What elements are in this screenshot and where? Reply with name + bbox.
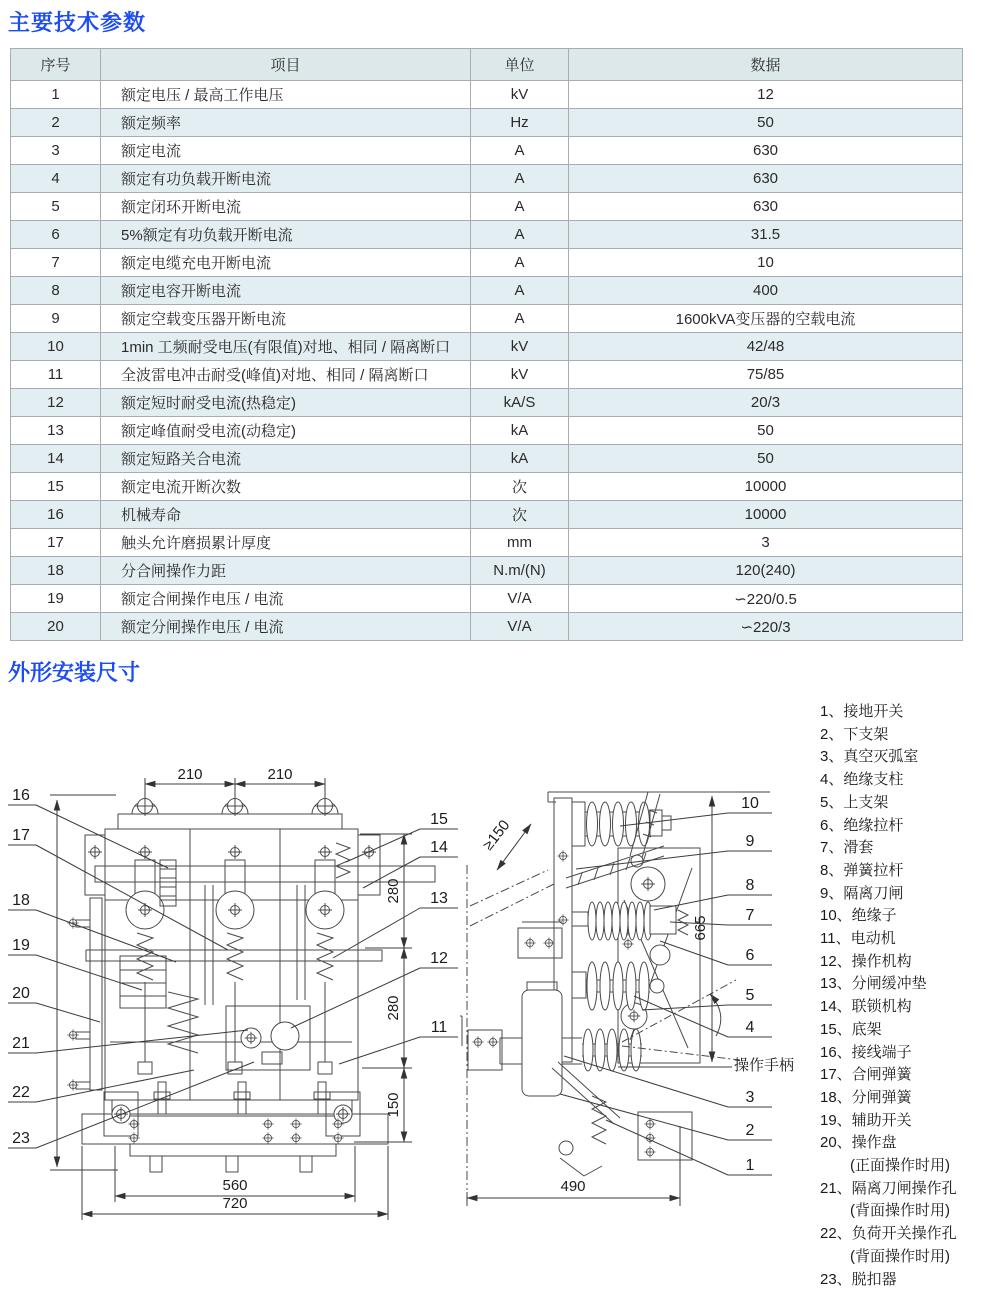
- callout-number: 13: [430, 890, 448, 907]
- callout-number: 18: [12, 892, 30, 909]
- legend-item-text: 10、绝缘子: [820, 907, 897, 925]
- table-row: [11, 109, 963, 137]
- legend-item-note: (背面操作时用): [850, 1202, 950, 1220]
- section-title-parameters: 主要技术参数: [8, 10, 147, 35]
- row-unit: A: [471, 249, 569, 277]
- legend-item-text: 18、分闸弹簧: [820, 1088, 912, 1106]
- legend-item-text: 15、底架: [820, 1020, 882, 1038]
- row-no: 18: [11, 557, 101, 585]
- legend-item-text: 2、下支架: [820, 725, 889, 743]
- table-row: [11, 221, 963, 249]
- callout-number: 1: [745, 1157, 755, 1174]
- callout-number: 10: [741, 795, 759, 812]
- row-item: 额定短路关合电流: [101, 445, 471, 473]
- handle-label: 操作手柄: [734, 1057, 795, 1074]
- callout-number: 21: [12, 1035, 30, 1052]
- row-item: 额定合闸操作电压 / 电流: [101, 585, 471, 613]
- row-unit: kV: [471, 81, 569, 109]
- table-row: [11, 137, 963, 165]
- table-row: [11, 585, 963, 613]
- row-item: 额定空载变压器开断电流: [101, 305, 471, 333]
- legend-item-text: 4、绝缘支柱: [820, 771, 904, 789]
- row-unit: A: [471, 277, 569, 305]
- row-item: 额定频率: [101, 109, 471, 137]
- table-row: [11, 445, 963, 473]
- table-row: [11, 501, 963, 529]
- row-value: 31.5: [569, 221, 963, 249]
- callout-number: 12: [430, 950, 448, 967]
- row-value: 120(240): [569, 557, 963, 585]
- row-no: 15: [11, 473, 101, 501]
- dim-label: 210: [177, 766, 203, 783]
- table-row: [11, 81, 963, 109]
- row-value: 20/3: [569, 389, 963, 417]
- col-header-data: 数据: [569, 49, 963, 81]
- table-row: [11, 529, 963, 557]
- legend-item: [820, 996, 998, 1019]
- legend-item: [820, 1132, 998, 1177]
- row-item: 额定电容开断电流: [101, 277, 471, 305]
- row-unit: A: [471, 221, 569, 249]
- row-item: 额定闭环开断电流: [101, 193, 471, 221]
- table-row: [11, 305, 963, 333]
- legend-item: [820, 1223, 998, 1268]
- dim-label: 280: [385, 878, 402, 904]
- legend-item-text: 13、分闸缓冲垫: [820, 975, 927, 993]
- table-row: [11, 165, 963, 193]
- legend-item-text: 16、接线端子: [820, 1043, 912, 1061]
- callout-number: 5: [745, 987, 755, 1004]
- section-title-dimensions: 外形安装尺寸: [8, 660, 141, 685]
- legend-item: [820, 769, 998, 792]
- legend-item-text: 3、真空灭弧室: [820, 748, 919, 766]
- callout-number: 2: [745, 1122, 755, 1139]
- row-unit: A: [471, 165, 569, 193]
- row-unit: V/A: [471, 613, 569, 641]
- row-unit: N.m/(N): [471, 557, 569, 585]
- row-no: 7: [11, 249, 101, 277]
- legend-item: [820, 1042, 998, 1065]
- legend-item-text: 22、负荷开关操作孔: [820, 1225, 957, 1243]
- dim-label: 560: [222, 1177, 248, 1194]
- row-unit: A: [471, 193, 569, 221]
- legend-item: [820, 1019, 998, 1042]
- dim-label: 150: [385, 1092, 402, 1118]
- row-unit: kV: [471, 361, 569, 389]
- legend-item-text: 7、滑套: [820, 839, 874, 857]
- row-no: 13: [11, 417, 101, 445]
- row-value: 75/85: [569, 361, 963, 389]
- row-value: 12: [569, 81, 963, 109]
- row-value: 50: [569, 445, 963, 473]
- callout-number: 9: [745, 833, 755, 850]
- callout-number: 3: [745, 1089, 755, 1106]
- row-value: 50: [569, 109, 963, 137]
- legend-item: [820, 1110, 998, 1133]
- table-row: [11, 193, 963, 221]
- legend-item-note: (正面操作时用): [850, 1157, 950, 1175]
- callout-number: 6: [745, 947, 755, 964]
- legend-item: [820, 1087, 998, 1110]
- row-item: 分合闸操作力距: [101, 557, 471, 585]
- callout-number: 19: [12, 937, 30, 954]
- col-header-item: 项目: [101, 49, 471, 81]
- legend-item-text: 12、操作机构: [820, 952, 912, 970]
- legend-item-text: 21、隔离刀闸操作孔: [820, 1179, 957, 1197]
- legend-item-text: 20、操作盘: [820, 1134, 897, 1152]
- table-row: [11, 249, 963, 277]
- row-no: 3: [11, 137, 101, 165]
- table-row: [11, 557, 963, 585]
- callout-number: 15: [430, 811, 448, 828]
- dim-label: ≥150: [479, 816, 514, 854]
- row-item: 额定电流: [101, 137, 471, 165]
- dim-label: 720: [222, 1195, 248, 1212]
- legend-item: [820, 973, 998, 996]
- dim-label: 210: [267, 766, 293, 783]
- row-no: 5: [11, 193, 101, 221]
- table-row: [11, 473, 963, 501]
- row-item: 5%额定有功负载开断电流: [101, 221, 471, 249]
- callout-number: 20: [12, 985, 30, 1002]
- row-no: 12: [11, 389, 101, 417]
- row-item: 额定电缆充电开断电流: [101, 249, 471, 277]
- row-item: 额定电流开断次数: [101, 473, 471, 501]
- table-header-row: [11, 49, 963, 81]
- row-item: 额定有功负载开断电流: [101, 165, 471, 193]
- legend-item: [820, 1269, 998, 1292]
- row-no: 17: [11, 529, 101, 557]
- dim-label: 490: [560, 1178, 586, 1195]
- row-item: 额定分闸操作电压 / 电流: [101, 613, 471, 641]
- row-unit: kA/S: [471, 389, 569, 417]
- legend-item-text: 6、绝缘拉杆: [820, 816, 904, 834]
- row-unit: 次: [471, 473, 569, 501]
- row-no: 4: [11, 165, 101, 193]
- row-item: 额定电压 / 最高工作电压: [101, 81, 471, 109]
- legend-item-text: 14、联锁机构: [820, 998, 912, 1016]
- row-value: 10: [569, 249, 963, 277]
- parts-legend-list: [820, 701, 998, 1291]
- callout-number: 22: [12, 1084, 30, 1101]
- callout-number: 14: [430, 839, 448, 856]
- legend-item-note: (背面操作时用): [850, 1247, 950, 1265]
- legend-item: [820, 951, 998, 974]
- legend-item: [820, 792, 998, 815]
- col-header-unit: 单位: [471, 49, 569, 81]
- row-item: 触头允许磨损累计厚度: [101, 529, 471, 557]
- row-item: 全波雷电冲击耐受(峰值)对地、相同 / 隔离断口: [101, 361, 471, 389]
- callout-number: 11: [430, 1019, 448, 1036]
- callout-number: 7: [745, 907, 755, 924]
- legend-item: [820, 1178, 998, 1223]
- callout-number: 8: [745, 877, 755, 894]
- row-unit: kA: [471, 445, 569, 473]
- row-value: 400: [569, 277, 963, 305]
- legend-item-text: 17、合闸弹簧: [820, 1066, 912, 1084]
- row-no: 8: [11, 277, 101, 305]
- row-no: 1: [11, 81, 101, 109]
- legend-item-text: 8、弹簧拉杆: [820, 861, 904, 879]
- row-no: 9: [11, 305, 101, 333]
- legend-item: [820, 905, 998, 928]
- legend-item-text: 19、辅助开关: [820, 1111, 912, 1129]
- row-item: 额定峰值耐受电流(动稳定): [101, 417, 471, 445]
- row-no: 11: [11, 361, 101, 389]
- row-no: 2: [11, 109, 101, 137]
- row-no: 20: [11, 613, 101, 641]
- legend-item-text: 9、隔离刀闸: [820, 884, 904, 902]
- table-row: [11, 333, 963, 361]
- legend-item: [820, 1064, 998, 1087]
- legend-item-text: 23、脱扣器: [820, 1270, 897, 1288]
- table-row: [11, 389, 963, 417]
- col-header-no: 序号: [11, 49, 101, 81]
- table-row: [11, 277, 963, 305]
- legend-item: [820, 815, 998, 838]
- row-value: 42/48: [569, 333, 963, 361]
- table-row: [11, 361, 963, 389]
- row-unit: 次: [471, 501, 569, 529]
- row-value: ∽220/0.5: [569, 585, 963, 613]
- row-unit: V/A: [471, 585, 569, 613]
- row-no: 10: [11, 333, 101, 361]
- legend-item-text: 1、接地开关: [820, 703, 904, 720]
- row-value: 630: [569, 137, 963, 165]
- row-no: 6: [11, 221, 101, 249]
- front-view-drawing: [0, 735, 460, 1260]
- table-row: [11, 417, 963, 445]
- callout-number: 23: [12, 1130, 30, 1147]
- row-value: 10000: [569, 473, 963, 501]
- row-value: 50: [569, 417, 963, 445]
- row-no: 19: [11, 585, 101, 613]
- legend-item: [820, 746, 998, 769]
- callout-number: 17: [12, 827, 30, 844]
- side-view-drawing: [460, 735, 820, 1260]
- row-unit: A: [471, 305, 569, 333]
- row-value: 1600kVA变压器的空载电流: [569, 305, 963, 333]
- legend-item: [820, 837, 998, 860]
- row-value: 630: [569, 193, 963, 221]
- legend-item: [820, 701, 998, 724]
- row-item: 1min 工频耐受电压(有限值)对地、相同 / 隔离断口: [101, 333, 471, 361]
- row-no: 16: [11, 501, 101, 529]
- legend-item-text: 5、上支架: [820, 793, 889, 811]
- legend-item: [820, 860, 998, 883]
- dim-label: 665: [692, 915, 709, 941]
- row-value: 10000: [569, 501, 963, 529]
- legend-item: [820, 724, 998, 747]
- row-value: 3: [569, 529, 963, 557]
- legend-item-text: 11、电动机: [820, 930, 896, 948]
- row-item: 额定短时耐受电流(热稳定): [101, 389, 471, 417]
- side-view-structure: [460, 792, 740, 1190]
- row-unit: kA: [471, 417, 569, 445]
- row-value: 630: [569, 165, 963, 193]
- row-unit: Hz: [471, 109, 569, 137]
- legend-item: [820, 883, 998, 906]
- callout-number: 16: [12, 787, 30, 804]
- row-item: 机械寿命: [101, 501, 471, 529]
- row-unit: mm: [471, 529, 569, 557]
- callout-number: 4: [745, 1019, 755, 1036]
- table-row: [11, 613, 963, 641]
- row-unit: kV: [471, 333, 569, 361]
- parameters-table: [10, 48, 963, 641]
- row-unit: A: [471, 137, 569, 165]
- dim-label: 280: [385, 995, 402, 1021]
- row-no: 14: [11, 445, 101, 473]
- legend-item: [820, 928, 998, 951]
- row-value: ∽220/3: [569, 613, 963, 641]
